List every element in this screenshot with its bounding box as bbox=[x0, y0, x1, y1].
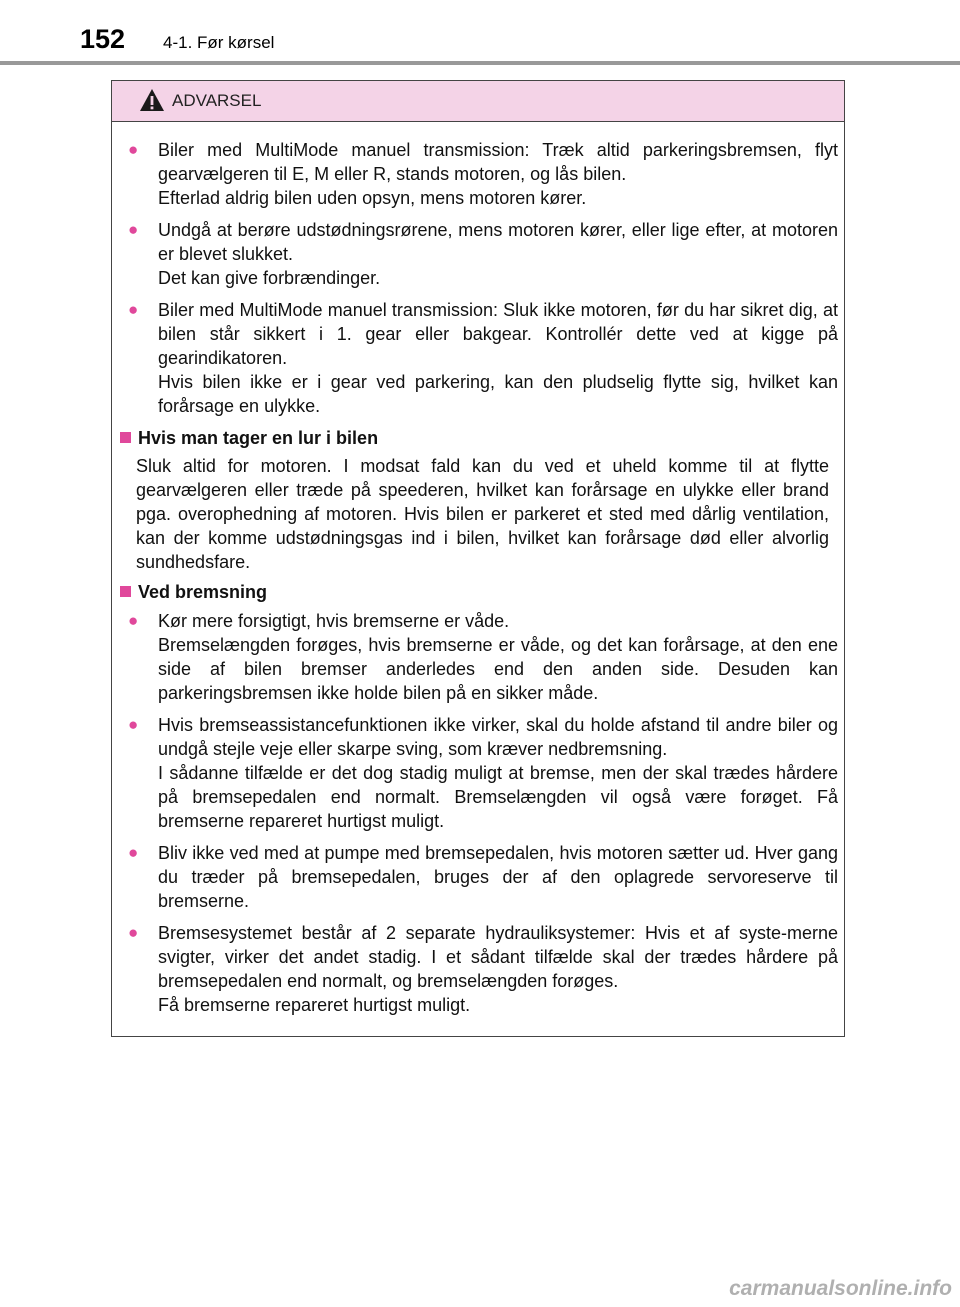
warning-bullet bbox=[128, 298, 838, 418]
bullet-line: Biler med MultiMode manuel transmission: Sluk ikke motoren, før du har sikret dig, at bilen står sikkert i 1. gear eller bakgear. Kontrollér dette ved at kigge på gearindikatoren. bbox=[158, 300, 838, 368]
braking-bullet bbox=[128, 921, 838, 1017]
braking-heading-text: Ved bremsning bbox=[138, 582, 268, 602]
bullet-line: I sådanne tilfælde er det dog stadig muligt at bremse, men der skal trædes hårdere på bremsepedalen end normalt. Bremselængden vil også være forøget. Få bremserne repareret hurtigst muligt. bbox=[158, 763, 838, 831]
nap-paragraph: Sluk altid for motoren. I modsat fald kan du ved et uheld komme til at flytte gearvælgeren eller træde på speederen, hvilket kan forårsage en ulykke eller brand pga. overophedning af motoren. Hvis bilen er parkeret et sted med dårlig ventilation, kan der komme udstødningsgas ind i bilen, hvilket kan forårsage død eller alvorlig sundhedsfare. bbox=[136, 456, 829, 572]
bullet-line: Hvis bilen ikke er i gear ved parkering, kan den pludselig flytte sig, hvilket kan forårsage en ulykke. bbox=[158, 372, 838, 416]
bullet-dot-icon: ● bbox=[128, 611, 139, 630]
bullet-line: Bremselængden forøges, hvis bremserne er våde, og det kan forårsage, at den ene side af bilen bremser anderledes end den anden side. Desuden kan parkeringsbremsen ikke holde bilen på en sikker måde. bbox=[158, 635, 838, 703]
square-bullet-icon bbox=[120, 432, 131, 443]
bullet-line: Få bremserne repareret hurtigst muligt. bbox=[158, 995, 471, 1015]
bullet-line: Bliv ikke ved med at pumpe med bremsepedalen, hvis motoren sætter ud. Hver gang du træder på bremsepedalen, bruges der af den oplagrede servoreserve til bremserne. bbox=[158, 843, 838, 911]
braking-heading bbox=[120, 580, 840, 604]
header-rule bbox=[0, 61, 960, 65]
warning-box bbox=[111, 80, 845, 1037]
bullet-line: Det kan give forbrændinger. bbox=[158, 268, 381, 288]
page-header bbox=[0, 0, 960, 62]
bullet-dot-icon: ● bbox=[128, 923, 139, 942]
warning-label: ADVARSEL bbox=[172, 91, 262, 110]
square-bullet-icon bbox=[120, 586, 131, 597]
bullet-line: Biler med MultiMode manuel transmission: Træk altid parkeringsbremsen, flyt gearvælgeren til E, M eller R, stands motoren, og lås bilen. bbox=[158, 140, 838, 184]
warning-bullet bbox=[128, 218, 838, 290]
nap-heading-text: Hvis man tager en lur i bilen bbox=[138, 428, 379, 448]
bullet-dot-icon: ● bbox=[128, 843, 139, 862]
warning-bullet bbox=[128, 138, 838, 210]
bullet-line: Hvis bremseassistancefunktionen ikke virker, skal du holde afstand til andre biler og undgå stejle veje eller skarpe sving, som kræver nedbremsning. bbox=[158, 715, 838, 759]
braking-bullet bbox=[128, 609, 838, 705]
braking-bullet bbox=[128, 713, 838, 833]
watermark: carmanualsonline.info bbox=[729, 1277, 952, 1300]
bullet-dot-icon: ● bbox=[128, 140, 139, 159]
page-number: 152 bbox=[80, 24, 126, 54]
bullet-dot-icon: ● bbox=[128, 220, 139, 239]
bullet-dot-icon: ● bbox=[128, 715, 139, 734]
nap-heading bbox=[120, 426, 840, 450]
warning-triangle-icon bbox=[139, 88, 165, 112]
bullet-dot-icon: ● bbox=[128, 300, 139, 319]
bullet-line: Bremsesystemet består af 2 separate hydrauliksystemer: Hvis et af syste-merne svigter, virker det andet stadig. I et sådant tilfælde skal der trædes hårdere på bremsepedalen end normalt, og bremselængden forøges. bbox=[158, 923, 838, 991]
section-title: 4-1. Før kørsel bbox=[163, 33, 275, 52]
bullet-line: Undgå at berøre udstødningsrørene, mens motoren kører, eller lige efter, at motoren er blevet slukket. bbox=[158, 220, 838, 264]
warning-header bbox=[112, 81, 844, 122]
bullet-line: Kør mere forsigtigt, hvis bremserne er våde. bbox=[158, 611, 510, 631]
bullet-line: Efterlad aldrig bilen uden opsyn, mens motoren kører. bbox=[158, 188, 587, 208]
braking-bullet bbox=[128, 841, 838, 913]
